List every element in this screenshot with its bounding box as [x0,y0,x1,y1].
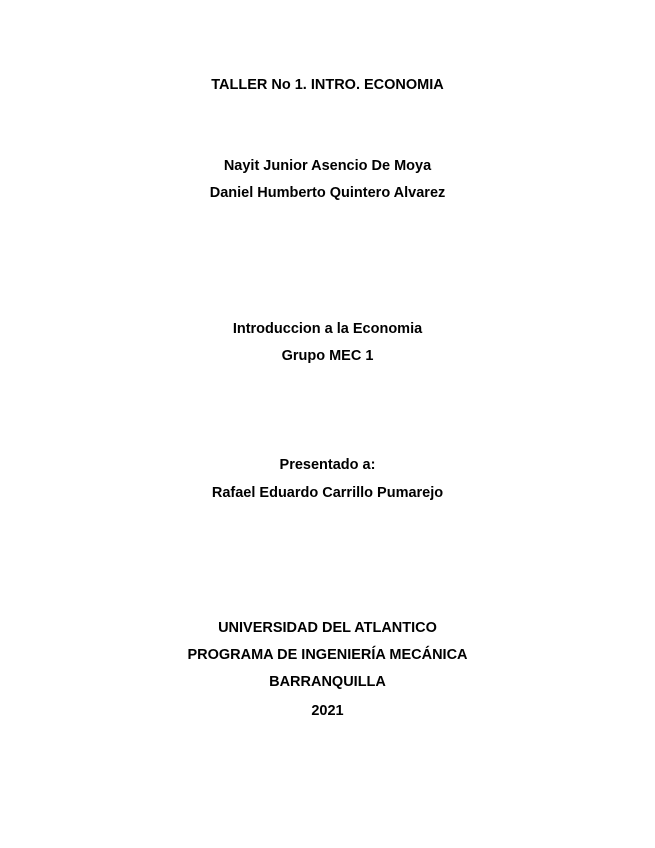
author-name: Nayit Junior Asencio De Moya [223,158,432,174]
program-name: PROGRAMA DE INGENIERÍA MECÁNICA [187,647,468,663]
document-year: 2021 [311,703,344,719]
city-name: BARRANQUILLA [269,674,386,690]
author-name: Daniel Humberto Quintero Alvarez [209,185,446,201]
presented-to-name: Rafael Eduardo Carrillo Pumarejo [211,485,444,501]
document-title: TALLER No 1. INTRO. ECONOMIA [211,77,444,93]
course-group: Grupo MEC 1 [281,348,374,364]
university-name: UNIVERSIDAD DEL ATLANTICO [218,620,437,636]
presented-to-label: Presentado a: [279,457,376,473]
course-name: Introduccion a la Economia [232,321,423,337]
